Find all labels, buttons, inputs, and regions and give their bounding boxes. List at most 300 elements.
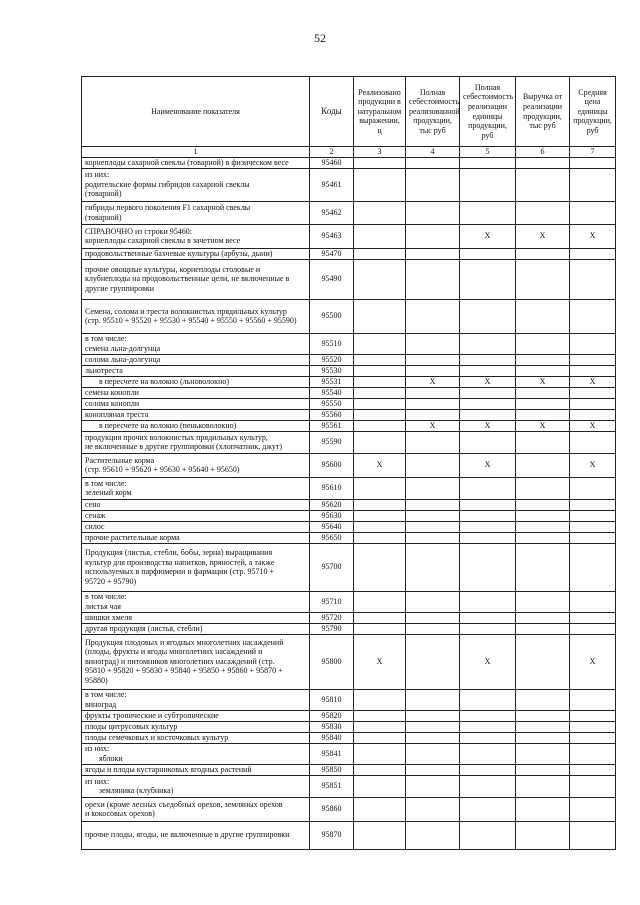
value-cell — [570, 354, 616, 365]
value-cell — [460, 510, 516, 521]
row-code: 95490 — [310, 259, 354, 299]
value-cell — [516, 591, 570, 612]
value-cell: X — [570, 224, 616, 248]
row-name-line: клубнеплоды на продовольственные цели, не включенные в — [85, 274, 290, 284]
value-cell — [354, 299, 406, 333]
value-cell — [460, 409, 516, 420]
value-cell — [516, 743, 570, 764]
value-cell — [570, 259, 616, 299]
row-code: 95462 — [310, 201, 354, 224]
table-row — [82, 477, 616, 499]
value-cell — [354, 775, 406, 797]
value-cell — [460, 201, 516, 224]
value-cell — [406, 634, 460, 689]
value-cell — [406, 732, 460, 743]
table-row — [82, 612, 616, 623]
value-cell — [460, 398, 516, 409]
value-cell — [570, 689, 616, 710]
value-cell — [354, 354, 406, 365]
value-cell — [460, 543, 516, 591]
value-cell — [460, 365, 516, 376]
value-cell — [570, 299, 616, 333]
value-cell — [460, 499, 516, 510]
table-row — [82, 721, 616, 732]
row-code: 95800 — [310, 634, 354, 689]
value-cell — [460, 821, 516, 849]
value-cell — [570, 168, 616, 201]
row-name-line: гибриды первого поколения F1 сахарной свеклы — [85, 203, 251, 212]
table-row — [82, 259, 616, 299]
row-code: 95870 — [310, 821, 354, 849]
table-row — [82, 168, 616, 201]
value-cell — [406, 743, 460, 764]
value-cell — [516, 365, 570, 376]
table-row — [82, 634, 616, 689]
row-name-line: Продукция плодовых и ягодных многолетних насаждений — [85, 637, 284, 647]
value-cell — [516, 201, 570, 224]
value-cell — [460, 248, 516, 259]
row-name-line: Семена, солома и треста волокнистых прядильных культур — [85, 306, 287, 316]
row-name — [82, 591, 310, 612]
value-cell — [460, 387, 516, 398]
row-code: 95830 — [310, 721, 354, 732]
table-row — [82, 299, 616, 333]
value-cell — [354, 623, 406, 634]
row-name — [82, 354, 310, 365]
value-cell — [516, 612, 570, 623]
row-name — [82, 477, 310, 499]
column-index: 3 — [354, 147, 406, 158]
row-code: 95820 — [310, 710, 354, 721]
row-name-line: СПРАВОЧНО из строки 95460: — [85, 226, 192, 236]
value-cell — [570, 743, 616, 764]
table-row — [82, 543, 616, 591]
value-cell — [516, 623, 570, 634]
row-name-line: 95810 + 95820 + 95830 + 95840 + 95850 + 95860 + 95870 + — [85, 666, 283, 676]
value-cell — [570, 521, 616, 532]
value-cell — [406, 764, 460, 775]
value-cell — [406, 365, 460, 376]
header-unit-cost: Полная себестоимость реализации единицы продукции, руб — [460, 77, 516, 147]
value-cell — [516, 431, 570, 453]
header-row — [82, 77, 616, 147]
row-name — [82, 732, 310, 743]
value-cell — [406, 248, 460, 259]
value-cell — [406, 521, 460, 532]
value-cell — [460, 689, 516, 710]
value-cell — [570, 510, 616, 521]
value-cell: X — [570, 420, 616, 431]
header-quantity: Реализовано продукции в натуральном выражении, ц — [354, 77, 406, 147]
value-cell — [516, 689, 570, 710]
value-cell — [406, 543, 460, 591]
row-name-line: плоды семечковых и косточковых культур — [85, 732, 229, 742]
row-name — [82, 543, 310, 591]
value-cell: X — [516, 224, 570, 248]
value-cell — [354, 248, 406, 259]
table-row — [82, 821, 616, 849]
value-cell — [570, 623, 616, 634]
row-code: 95531 — [310, 376, 354, 387]
row-name-line: 95880) — [85, 675, 108, 685]
row-name — [82, 499, 310, 510]
value-cell — [516, 543, 570, 591]
value-cell — [406, 623, 460, 634]
value-cell — [406, 797, 460, 821]
value-cell: X — [406, 376, 460, 387]
row-code: 95561 — [310, 420, 354, 431]
value-cell — [354, 721, 406, 732]
row-name-line: зеленый корм — [85, 488, 132, 498]
value-cell — [354, 732, 406, 743]
value-cell: X — [570, 376, 616, 387]
row-name-line: силос — [85, 521, 105, 531]
row-name-line: виноград — [85, 699, 117, 709]
value-cell — [354, 477, 406, 499]
value-cell — [570, 612, 616, 623]
value-cell — [460, 623, 516, 634]
value-cell — [406, 721, 460, 732]
row-code: 95460 — [310, 157, 354, 168]
row-name-line: солома льна-долгунца — [85, 354, 161, 364]
table-row — [82, 732, 616, 743]
value-cell — [354, 431, 406, 453]
row-code: 95850 — [310, 764, 354, 775]
value-cell: X — [354, 634, 406, 689]
value-cell — [460, 477, 516, 499]
row-name-line: сено — [85, 499, 101, 509]
value-cell — [460, 168, 516, 201]
table-row — [82, 499, 616, 510]
value-cell — [570, 248, 616, 259]
value-cell — [354, 420, 406, 431]
value-cell — [570, 775, 616, 797]
table-row — [82, 797, 616, 821]
row-name — [82, 420, 310, 431]
row-code: 95590 — [310, 431, 354, 453]
value-cell — [460, 775, 516, 797]
row-code: 95841 — [310, 743, 354, 764]
value-cell — [460, 710, 516, 721]
value-cell — [406, 821, 460, 849]
row-name — [82, 365, 310, 376]
value-cell — [516, 532, 570, 543]
value-cell — [460, 764, 516, 775]
row-name — [82, 376, 310, 387]
value-cell: X — [354, 453, 406, 477]
value-cell — [406, 710, 460, 721]
value-cell — [460, 157, 516, 168]
value-cell — [460, 521, 516, 532]
table-row — [82, 354, 616, 365]
row-name-line: шишки хмеля — [85, 612, 133, 622]
value-cell — [406, 477, 460, 499]
row-name — [82, 710, 310, 721]
header-total-cost: Полная себестоимость реализованной продукции, тыс руб — [406, 77, 460, 147]
row-name — [82, 259, 310, 299]
value-cell — [406, 409, 460, 420]
value-cell: X — [460, 453, 516, 477]
row-name-line: солома конопли — [85, 398, 140, 408]
column-index: 1 — [82, 147, 310, 158]
value-cell — [460, 299, 516, 333]
value-cell — [516, 354, 570, 365]
value-cell — [406, 201, 460, 224]
value-cell — [516, 398, 570, 409]
row-name-line: конопляная треста — [85, 409, 149, 419]
row-name-line: и кокосовых орехов) — [85, 809, 155, 819]
table-row — [82, 333, 616, 354]
row-name-line: прочие плоды, ягоды, не включенные в другие группировки — [85, 830, 290, 840]
value-cell — [570, 387, 616, 398]
row-name — [82, 168, 310, 201]
row-name-line: орехи (кроме лесных съедобных орехов, земляных орехов — [85, 799, 283, 809]
row-name-line: продовольственные бахчевые культуры (арбузы, дыни) — [85, 248, 273, 258]
row-name — [82, 248, 310, 259]
row-name-line: плоды цитрусовых культур — [85, 721, 178, 731]
value-cell — [354, 543, 406, 591]
row-name — [82, 387, 310, 398]
value-cell — [570, 333, 616, 354]
table-row — [82, 775, 616, 797]
table-row — [82, 532, 616, 543]
row-code: 95851 — [310, 775, 354, 797]
row-name — [82, 201, 310, 224]
value-cell — [570, 431, 616, 453]
row-name-line: льнотреста — [85, 365, 123, 375]
row-name-line: другая продукция (листья, стебли) — [85, 623, 203, 633]
table-row — [82, 365, 616, 376]
column-index: 2 — [310, 147, 354, 158]
value-cell — [406, 157, 460, 168]
row-code: 95560 — [310, 409, 354, 420]
row-code: 95710 — [310, 591, 354, 612]
column-index: 7 — [570, 147, 616, 158]
row-name — [82, 532, 310, 543]
table-row — [82, 224, 616, 248]
value-cell — [516, 499, 570, 510]
row-name-line: (стр. 95610 + 95620 + 95630 + 95640 + 95650) — [85, 465, 240, 475]
table-row — [82, 387, 616, 398]
row-code: 95540 — [310, 387, 354, 398]
row-name-line: (товарной) — [85, 212, 122, 222]
value-cell — [516, 248, 570, 259]
value-cell — [516, 764, 570, 775]
row-code: 95470 — [310, 248, 354, 259]
table-row — [82, 248, 616, 259]
table-row — [82, 743, 616, 764]
value-cell — [570, 157, 616, 168]
row-code: 95510 — [310, 333, 354, 354]
row-name — [82, 821, 310, 849]
table-row — [82, 710, 616, 721]
value-cell — [406, 398, 460, 409]
value-cell — [354, 259, 406, 299]
row-name — [82, 299, 310, 333]
value-cell — [516, 710, 570, 721]
table-row — [82, 453, 616, 477]
row-name — [82, 689, 310, 710]
table-row — [82, 201, 616, 224]
table-row — [82, 376, 616, 387]
value-cell: X — [516, 376, 570, 387]
row-name — [82, 764, 310, 775]
row-name-line: сенаж — [85, 510, 106, 520]
value-cell: X — [460, 634, 516, 689]
value-cell — [460, 591, 516, 612]
column-index: 6 — [516, 147, 570, 158]
row-name-line: в том числе: — [85, 690, 127, 699]
value-cell: X — [460, 420, 516, 431]
row-name-line: (товарной) — [85, 189, 122, 199]
value-cell — [354, 365, 406, 376]
value-cell — [460, 431, 516, 453]
row-name — [82, 743, 310, 764]
row-name-line: в пересчете на волокно (льноволокно) — [99, 376, 230, 386]
value-cell — [570, 821, 616, 849]
table-row — [82, 623, 616, 634]
header-revenue: Выручка от реализации продукции, тыс руб — [516, 77, 570, 147]
value-cell — [354, 398, 406, 409]
value-cell — [354, 409, 406, 420]
value-cell — [354, 764, 406, 775]
table-row — [82, 398, 616, 409]
value-cell — [406, 299, 460, 333]
value-cell — [406, 431, 460, 453]
value-cell — [516, 797, 570, 821]
value-cell — [516, 521, 570, 532]
row-code: 95500 — [310, 299, 354, 333]
row-code: 95720 — [310, 612, 354, 623]
row-name — [82, 398, 310, 409]
table-row — [82, 591, 616, 612]
row-name-line: фрукты тропические и субтропические — [85, 710, 219, 720]
value-cell — [406, 259, 460, 299]
value-cell — [516, 510, 570, 521]
row-name — [82, 797, 310, 821]
value-cell — [460, 259, 516, 299]
header-avg-price: Средняя цена единицы продукции, руб — [570, 77, 616, 147]
row-code: 95860 — [310, 797, 354, 821]
row-code: 95463 — [310, 224, 354, 248]
value-cell — [354, 387, 406, 398]
table-row — [82, 157, 616, 168]
value-cell — [460, 612, 516, 623]
row-name-line: Растительные корма — [85, 455, 155, 465]
column-index: 4 — [406, 147, 460, 158]
value-cell — [516, 409, 570, 420]
row-code: 95461 — [310, 168, 354, 201]
row-name-line: из них: — [85, 170, 110, 180]
row-name — [82, 157, 310, 168]
row-name-line: продукция прочих волокнистых прядильных культур, — [85, 432, 268, 442]
value-cell: X — [516, 420, 570, 431]
value-cell — [354, 612, 406, 623]
row-name-line: семена льна-долгунца — [85, 343, 161, 353]
row-name — [82, 634, 310, 689]
statistics-table — [81, 76, 616, 850]
value-cell: X — [570, 453, 616, 477]
row-code: 95610 — [310, 477, 354, 499]
table-row — [82, 420, 616, 431]
row-name-line: родительские формы гибридов сахарной свеклы — [85, 179, 250, 189]
value-cell — [516, 634, 570, 689]
value-cell — [570, 543, 616, 591]
value-cell — [516, 477, 570, 499]
row-name — [82, 431, 310, 453]
value-cell — [570, 710, 616, 721]
value-cell — [460, 333, 516, 354]
row-code: 95530 — [310, 365, 354, 376]
value-cell — [570, 591, 616, 612]
row-name-line: в том числе: — [85, 334, 127, 343]
value-cell — [516, 299, 570, 333]
header-name: Наименование показателя — [82, 77, 310, 147]
value-cell — [354, 333, 406, 354]
value-cell — [354, 201, 406, 224]
value-cell — [570, 409, 616, 420]
row-code: 95620 — [310, 499, 354, 510]
value-cell — [460, 797, 516, 821]
value-cell — [354, 510, 406, 521]
column-index-row — [82, 147, 616, 158]
table-row — [82, 409, 616, 420]
row-name-line: корнеплоды сахарной свеклы в зачетном весе — [85, 236, 241, 246]
value-cell — [460, 743, 516, 764]
row-name — [82, 224, 310, 248]
row-name — [82, 510, 310, 521]
value-cell — [516, 821, 570, 849]
value-cell — [354, 499, 406, 510]
table-row — [82, 689, 616, 710]
row-name-line: виноград) и питомников многолетних насаждений (стр. — [85, 656, 275, 666]
row-name — [82, 775, 310, 797]
table-row — [82, 521, 616, 532]
row-name — [82, 453, 310, 477]
table-row — [82, 510, 616, 521]
value-cell — [406, 499, 460, 510]
value-cell — [354, 710, 406, 721]
value-cell — [354, 743, 406, 764]
value-cell — [570, 398, 616, 409]
row-name-line: ягоды и плоды кустарниковых ягодных растений — [85, 764, 252, 774]
row-name-line: корнеплоды сахарной свеклы (товарной) в физическом весе — [85, 157, 289, 167]
row-code: 95650 — [310, 532, 354, 543]
header-code: Коды — [310, 77, 354, 147]
value-cell — [516, 387, 570, 398]
value-cell — [516, 732, 570, 743]
value-cell — [570, 201, 616, 224]
row-name — [82, 612, 310, 623]
value-cell — [406, 168, 460, 201]
value-cell — [516, 259, 570, 299]
value-cell — [516, 721, 570, 732]
value-cell — [406, 591, 460, 612]
value-cell — [460, 532, 516, 543]
value-cell — [516, 333, 570, 354]
row-name-line: 95720 + 95790) — [85, 576, 137, 586]
row-code: 95550 — [310, 398, 354, 409]
row-name-line: в том числе: — [85, 478, 127, 488]
value-cell — [460, 732, 516, 743]
value-cell — [406, 354, 460, 365]
row-name-line: яблоки — [99, 753, 123, 763]
row-code: 95790 — [310, 623, 354, 634]
row-code: 95640 — [310, 521, 354, 532]
value-cell: X — [460, 376, 516, 387]
row-name-line: другие группировки — [85, 283, 155, 293]
value-cell — [354, 521, 406, 532]
